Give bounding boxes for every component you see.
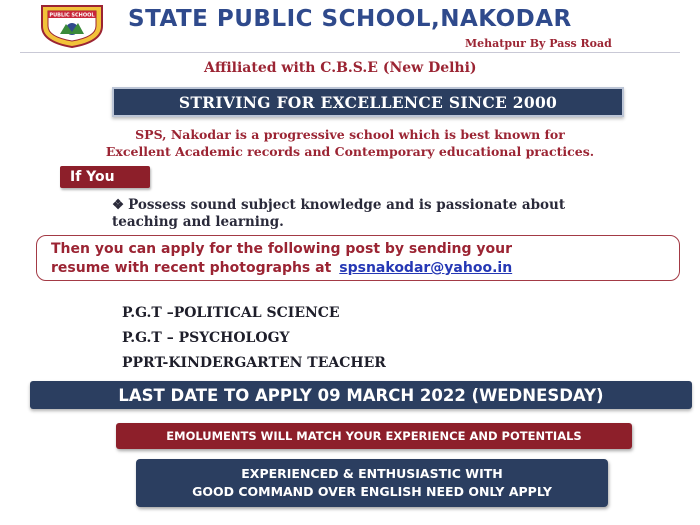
post-item: P.G.T –POLITICAL SCIENCE bbox=[122, 305, 340, 321]
if-you-label: If You bbox=[60, 166, 150, 188]
last-date-banner: LAST DATE TO APPLY 09 MARCH 2022 (WEDNESDAY) bbox=[30, 381, 692, 409]
eligibility-line: GOOD COMMAND OVER ENGLISH NEED ONLY APPLY bbox=[192, 484, 552, 499]
svg-text:PUBLIC SCHOOL: PUBLIC SCHOOL bbox=[49, 12, 95, 19]
diamond-bullet-icon: ❖ bbox=[112, 197, 125, 213]
requirement-text: teaching and learning. bbox=[112, 214, 284, 230]
eligibility-banner bbox=[136, 459, 608, 507]
apply-instructions-box bbox=[36, 235, 680, 281]
intro-line: SPS, Nakodar is a progressive school which is best known for bbox=[135, 127, 565, 142]
eligibility-line: EXPERIENCED & ENTHUSIASTIC WITH bbox=[241, 466, 503, 481]
requirement-item bbox=[112, 197, 682, 231]
emoluments-banner: EMOLUMENTS WILL MATCH YOUR EXPERIENCE AND POTENTIALS bbox=[116, 423, 632, 449]
apply-text: resume with recent photographs at bbox=[51, 260, 332, 276]
header-divider bbox=[20, 52, 680, 53]
school-name: STATE PUBLIC SCHOOL,NAKODAR bbox=[128, 6, 572, 32]
school-address: Mehatpur By Pass Road bbox=[465, 37, 612, 50]
excellence-banner: STRIVING FOR EXCELLENCE SINCE 2000 bbox=[112, 87, 624, 117]
requirement-text: Possess sound subject knowledge and is passionate about bbox=[128, 197, 566, 213]
email-link[interactable]: spsnakodar@yahoo.in bbox=[339, 260, 513, 276]
apply-text: Then you can apply for the following post by sending your bbox=[51, 241, 513, 257]
school-logo bbox=[38, 4, 106, 48]
post-item: PPRT-KINDERGARTEN TEACHER bbox=[122, 355, 386, 371]
intro-paragraph bbox=[40, 126, 660, 160]
intro-line: Excellent Academic records and Contemporary educational practices. bbox=[105, 144, 595, 159]
post-item: P.G.T – PSYCHOLOGY bbox=[122, 330, 290, 346]
affiliation-text: Affiliated with C.B.S.E (New Delhi) bbox=[204, 60, 477, 76]
